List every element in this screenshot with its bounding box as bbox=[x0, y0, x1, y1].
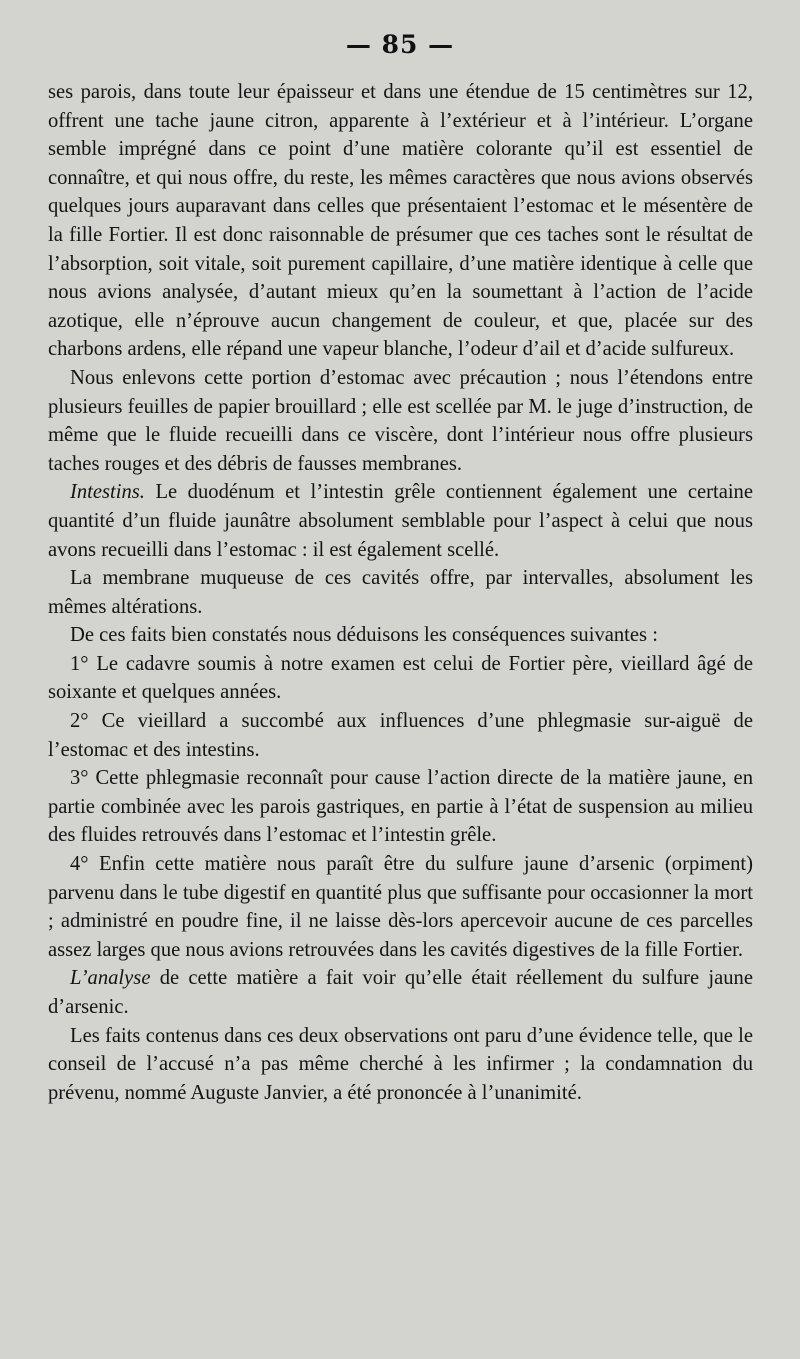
conclusion-4 bbox=[48, 850, 753, 964]
analysis-text: de cette matière a fait voir qu’elle était réellement du sulfure jaune d’arsenic. bbox=[48, 967, 753, 1018]
paragraph-3-lead: Intestins. bbox=[70, 481, 145, 504]
conclusion-3-text: 3° Cette phlegmasie reconnaît pour cause l’action directe de la matière jaune, en partie combinée avec les parois gastriques, en partie à l’état de suspension au milieu des fluides retrouvés dans l’estomac et l’intestin grêle. bbox=[48, 767, 753, 847]
conclusion-3 bbox=[48, 764, 753, 850]
body-text bbox=[48, 78, 753, 1107]
final-paragraph bbox=[48, 1022, 753, 1108]
paragraph-5 bbox=[48, 621, 753, 650]
conclusion-1-text: 1° Le cadavre soumis à notre examen est celui de Fortier père, vieillard âgé de soixante et quelques années. bbox=[48, 652, 753, 704]
conclusion-1 bbox=[48, 650, 753, 707]
paragraph-1-text: ses parois, dans toute leur épaisseur et dans une étendue de 15 centimètres sur 12, offrent une tache jaune citron, apparente à l’extérieur et à l’intérieur. L’organe semble imprégné dans ce point d’une matière colorante qu’il est essentiel de connaître, et qui nous offre, du reste, les mêmes caractères que nous avions observés quelques jours auparavant dans celles que présentaient l’estomac et le mésentère de la fille Fortier. Il est donc raisonnable de présumer que ces taches sont le résultat de l’absorption, soit vitale, soit purement capillaire, d’une matière identique à celle que nous avions analysée, d’autant mieux qu’en la soumettant à l’action de l’acide azotique, elle n’éprouve aucun changement de couleur, et que, placée sur des charbons ardens, elle répand une vapeur blanche, l’odeur d’ail et d’acide sulfureux. bbox=[48, 81, 753, 361]
analysis-paragraph bbox=[48, 964, 753, 1021]
paragraph-2 bbox=[48, 364, 753, 478]
paragraph-1 bbox=[48, 78, 753, 364]
paragraph-2-text: Nous enlevons cette portion d’estomac avec précaution ; nous l’étendons entre plusieurs feuilles de papier brouillard ; elle est scellée par M. le juge d’instruction, de même que le fluide recueilli dans ce viscère, dont l’intérieur nous offre plusieurs taches rouges et des débris de fausses membranes. bbox=[48, 366, 753, 475]
paragraph-4 bbox=[48, 564, 753, 621]
conclusion-2 bbox=[48, 707, 753, 764]
final-paragraph-text: Les faits contenus dans ces deux observations ont paru d’une évidence telle, que le conseil de l’accusé n’a pas même cherché à les infirmer ; la condamnation du prévenu, nommé Auguste Janvier, a été prononcée à l’unanimité. bbox=[48, 1024, 753, 1104]
conclusion-4-text: 4° Enfin cette matière nous paraît être du sulfure jaune d’arsenic (orpiment) parvenu dans le tube digestif en quantité plus que suffisante pour occasionner la mort ; administré en poudre fine, il ne laisse dès-lors apercevoir aucune de ces parcelles assez larges que nous avions retrouvées dans les cavités digestives de la fille Fortier. bbox=[48, 853, 753, 961]
analysis-lead: L’analyse bbox=[70, 967, 151, 990]
page-number: — 85 — bbox=[345, 30, 455, 59]
paragraph-3-text: Le duodénum et l’intestin grêle contiennent également une certaine quantité d’un fluide jaunâtre absolument semblable pour l’aspect à celui que nous avons recueilli dans l’estomac : il est également scellé. bbox=[48, 481, 753, 561]
paragraph-4-text: La membrane muqueuse de ces cavités offre, par intervalles, absolument les mêmes altérations. bbox=[48, 567, 753, 618]
conclusion-2-text: 2° Ce vieillard a succombé aux influences d’une phlegmasie sur-aiguë de l’estomac et des intestins. bbox=[48, 710, 753, 761]
paragraph-3 bbox=[48, 478, 753, 564]
paragraph-5-text: De ces faits bien constatés nous déduisons les conséquences suivantes : bbox=[70, 624, 658, 647]
